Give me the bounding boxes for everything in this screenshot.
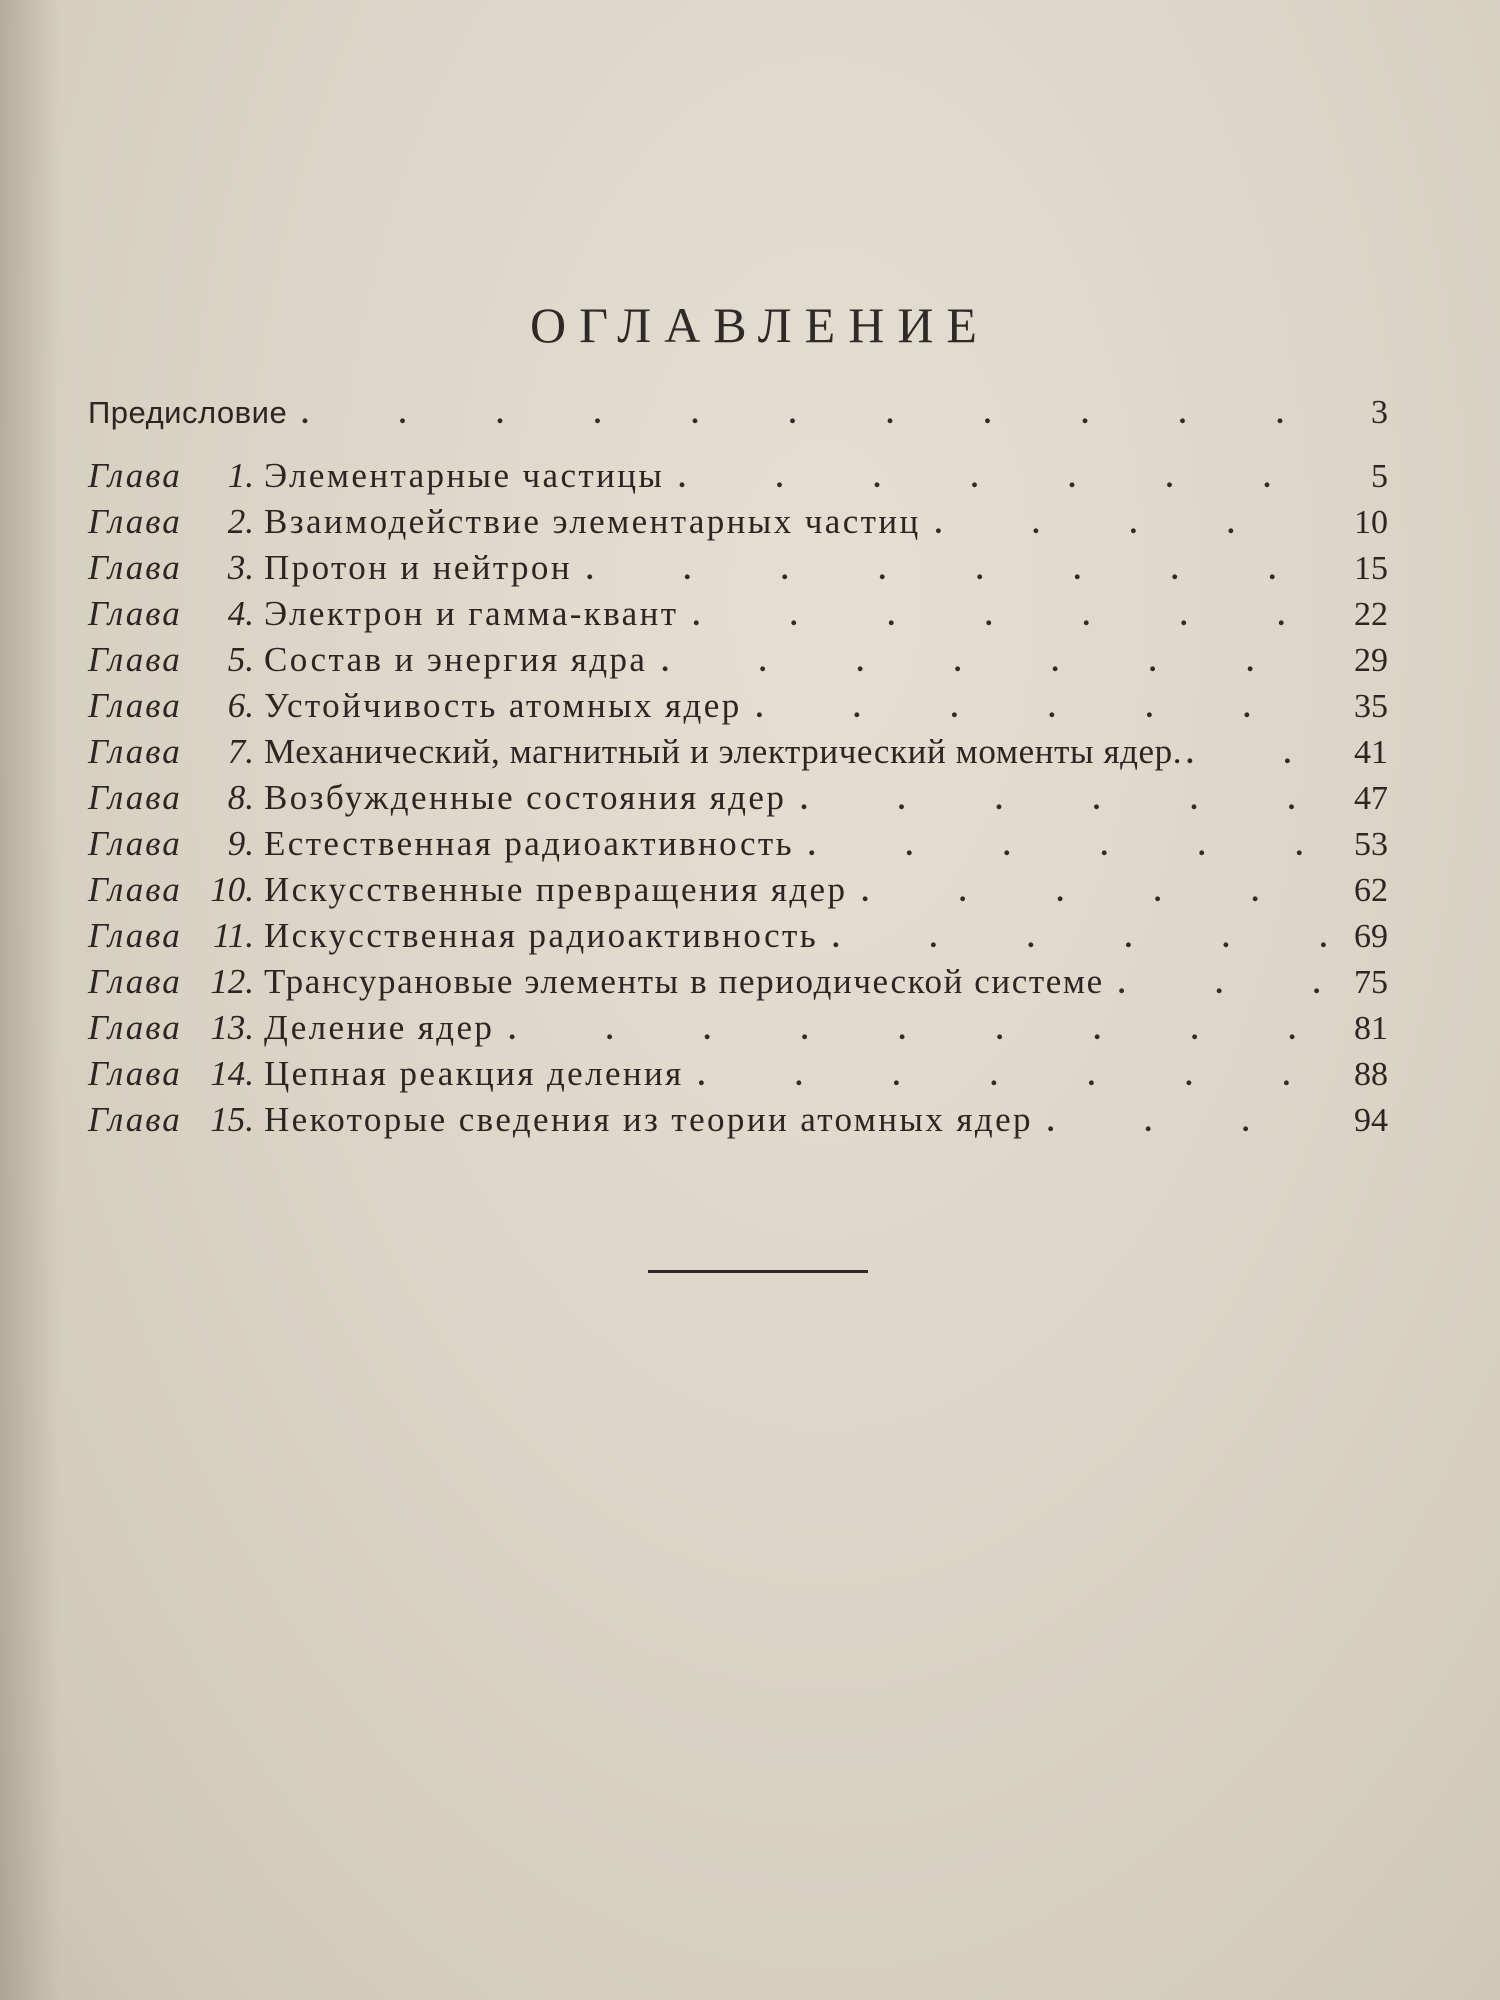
page-number: 3 bbox=[1371, 394, 1388, 431]
entry-title: Предисловие bbox=[88, 395, 288, 430]
chapter-word: Глава bbox=[88, 962, 182, 1001]
chapter-number: 15. bbox=[210, 1100, 254, 1139]
toc-entry-chapter bbox=[88, 686, 1388, 732]
page-number: 69 bbox=[1354, 918, 1388, 955]
chapter-word: Глава bbox=[88, 1054, 182, 1093]
dot-leader bbox=[1104, 962, 1326, 1002]
entry-title: Взаимодействие элементарных частиц bbox=[264, 502, 921, 541]
dot-leader bbox=[494, 1008, 1326, 1048]
page-number: 81 bbox=[1354, 1010, 1388, 1047]
dot-leader bbox=[1182, 732, 1326, 772]
chapter-number: 14. bbox=[210, 1054, 254, 1093]
entry-title: Возбужденные состояния ядер bbox=[264, 778, 787, 817]
chapter-word: Глава bbox=[88, 824, 182, 863]
chapter-number: 2. bbox=[227, 502, 254, 541]
entry-title: Устойчивость атомных ядер bbox=[264, 686, 742, 725]
toc-entry-chapter bbox=[88, 778, 1388, 824]
toc-entry-chapter bbox=[88, 732, 1388, 778]
entry-title: Электрон и гамма-квант bbox=[264, 594, 679, 633]
page-number: 62 bbox=[1354, 872, 1388, 909]
chapter-word: Глава bbox=[88, 502, 182, 541]
chapter-word: Глава bbox=[88, 456, 182, 495]
toc-entry-preface bbox=[88, 392, 1388, 438]
chapter-word: Глава bbox=[88, 778, 182, 817]
page-number: 15 bbox=[1354, 550, 1388, 587]
chapter-word: Глава bbox=[88, 548, 182, 587]
toc-entry-chapter bbox=[88, 916, 1388, 962]
chapter-number: 5. bbox=[227, 640, 254, 679]
toc-entry-chapter bbox=[88, 502, 1388, 548]
page-number: 35 bbox=[1354, 688, 1388, 725]
page-number: 41 bbox=[1354, 734, 1388, 771]
dot-leader bbox=[684, 1054, 1326, 1094]
divider-rule bbox=[648, 1270, 868, 1273]
toc-entry-chapter bbox=[88, 548, 1388, 594]
toc-entry-chapter bbox=[88, 870, 1388, 916]
chapter-number: 8. bbox=[227, 778, 254, 817]
page-title: ОГЛАВЛЕНИЕ bbox=[530, 297, 990, 353]
dot-leader bbox=[1033, 1100, 1326, 1140]
toc-entry-chapter bbox=[88, 456, 1388, 502]
entry-title: Искусственные превращения ядер bbox=[264, 870, 848, 909]
chapter-number: 3. bbox=[227, 548, 254, 587]
toc-entry-chapter bbox=[88, 1008, 1388, 1054]
toc-entry-chapter bbox=[88, 824, 1388, 870]
chapter-number: 13. bbox=[210, 1008, 254, 1047]
page-number: 75 bbox=[1354, 964, 1388, 1001]
dot-leader bbox=[664, 456, 1326, 496]
page-number: 22 bbox=[1354, 596, 1388, 633]
dot-leader bbox=[678, 594, 1326, 634]
entry-title: Цепная реакция деления bbox=[264, 1054, 684, 1093]
page-number: 53 bbox=[1354, 826, 1388, 863]
page-number: 47 bbox=[1354, 780, 1388, 817]
chapter-word: Глава bbox=[88, 870, 182, 909]
entry-title: Состав и энергия ядра bbox=[264, 640, 648, 679]
toc-entry-chapter bbox=[88, 594, 1388, 640]
toc-entry-chapter bbox=[88, 640, 1388, 686]
page-number: 10 bbox=[1354, 504, 1388, 541]
chapter-number: 9. bbox=[227, 824, 254, 863]
chapter-word: Глава bbox=[88, 1008, 182, 1047]
entry-title: Протон и нейтрон bbox=[264, 548, 572, 587]
chapter-number: 4. bbox=[227, 594, 254, 633]
chapter-number: 7. bbox=[227, 732, 254, 771]
chapter-word: Глава bbox=[88, 732, 182, 771]
entry-title: Некоторые сведения из теории атомных ядер bbox=[264, 1100, 1033, 1139]
dot-leader bbox=[742, 686, 1326, 726]
chapter-word: Глава bbox=[88, 594, 182, 633]
dot-leader bbox=[786, 778, 1326, 818]
chapter-number: 6. bbox=[227, 686, 254, 725]
toc-entry-chapter bbox=[88, 962, 1388, 1008]
entry-title: Механический, магнитный и электрический моменты ядер. bbox=[264, 732, 1183, 771]
entry-title: Элементарные частицы bbox=[264, 456, 665, 495]
dot-leader bbox=[818, 916, 1326, 956]
dot-leader bbox=[847, 870, 1326, 910]
page-number: 88 bbox=[1354, 1056, 1388, 1093]
chapter-number: 12. bbox=[210, 962, 254, 1001]
page-number: 5 bbox=[1371, 458, 1388, 495]
page-number: 94 bbox=[1354, 1102, 1388, 1139]
chapter-number: 1. bbox=[227, 456, 254, 495]
entry-title: Трансурановые элементы в периодической системе bbox=[264, 962, 1104, 1001]
chapter-number: 10. bbox=[210, 870, 254, 909]
dot-leader bbox=[921, 502, 1326, 542]
chapter-word: Глава bbox=[88, 686, 182, 725]
entry-title: Естественная радиоактивность bbox=[264, 824, 794, 863]
page-number: 29 bbox=[1354, 642, 1388, 679]
dot-leader bbox=[794, 824, 1326, 864]
entry-title: Искусственная радиоактивность bbox=[264, 916, 819, 955]
dot-leader bbox=[647, 640, 1326, 680]
chapter-word: Глава bbox=[88, 640, 182, 679]
toc-entry-chapter bbox=[88, 1054, 1388, 1100]
chapter-number: 11. bbox=[212, 916, 254, 955]
chapter-word: Глава bbox=[88, 916, 182, 955]
dot-leader bbox=[572, 548, 1326, 588]
dot-leader bbox=[287, 392, 1326, 432]
toc-entry-chapter bbox=[88, 1100, 1388, 1146]
chapter-word: Глава bbox=[88, 1100, 182, 1139]
entry-title: Деление ядер bbox=[264, 1008, 495, 1047]
